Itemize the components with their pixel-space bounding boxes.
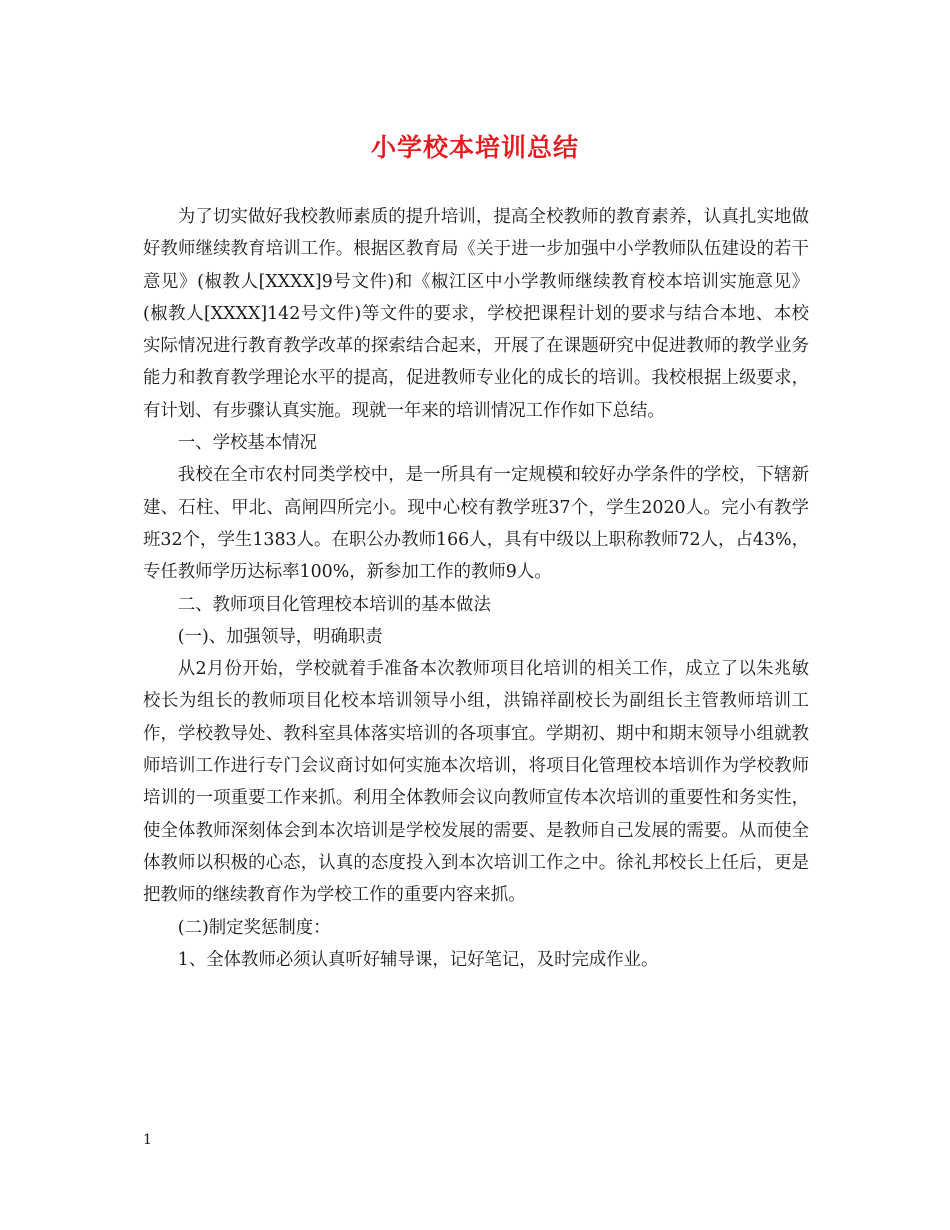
document-body	[143, 201, 809, 976]
page-number: 1	[143, 1132, 152, 1148]
rule-item-1: 1、全体教师必须认真听好辅导课，记好笔记，及时完成作业。	[177, 949, 659, 970]
leadership-paragraph: 从2月份开始，学校就着手准备本次教师项目化培训的相关工作，成立了以朱兆敏校长为组长的教师项目化校本培训领导小组，洪锦祥副校长为副组长主管教师培训工作，学校教导处、教科室具体落实培训的各项事宜。学期初、期中和期末领导小组就教师培训工作进行专门会议商讨如何实施本次培训，将项目化管理校本培训作为学校教师培训的一项重要工作来抓。利用全体教师会议向教师宣传本次培训的重要性和务实性，使全体教师深刻体会到本次培训是学校发展的需要、是教师自己发展的需要。从而使全体教师以积极的心态，认真的态度投入到本次培训工作之中。徐礼邦校长上任后，更是把教师的继续教育作为学校工作的重要内容来抓。	[143, 659, 809, 906]
section-heading-1: 一、学校基本情况	[177, 433, 317, 454]
document-title: 小学校本培训总结	[370, 133, 579, 162]
school-info-paragraph: 我校在全市农村同类学校中，是一所具有一定规模和较好办学条件的学校，下辖新建、石柱、甲北、高闸四所完小。现中心校有教学班37个，学生2020人。完小有教学班32个，学生1383人。在职公办教师166人，具有中级以上职称教师72人，占43%，专任教师学历达标率100%，新参加工作的教师9人。	[143, 465, 809, 583]
subsection-heading-1: (一)、加强领导，明确职责	[177, 626, 383, 647]
subsection-heading-2: (二)制定奖惩制度：	[177, 917, 331, 938]
section-heading-2: 二、教师项目化管理校本培训的基本做法	[177, 594, 491, 615]
intro-paragraph: 为了切实做好我校教师素质的提升培训，提高全校教师的教育素养，认真扎实地做好教师继续教育培训工作。根据区教育局《关于进一步加强中小学教师队伍建设的若干意见》(椒教人[XXXX]9号文件)和《椒江区中小学教师继续教育校本培训实施意见》(椒教人[XXXX]142号文件)等文件的要求，学校把课程计划的要求与结合本地、本校实际情况进行教育教学改革的探索结合起来，开展了在课题研究中促进教师的教学业务能力和教育教学理论水平的提高，促进教师专业化的成长的培训。我校根据上级要求，有计划、有步骤认真实施。现就一年来的培训情况工作作如下总结。	[143, 207, 809, 421]
